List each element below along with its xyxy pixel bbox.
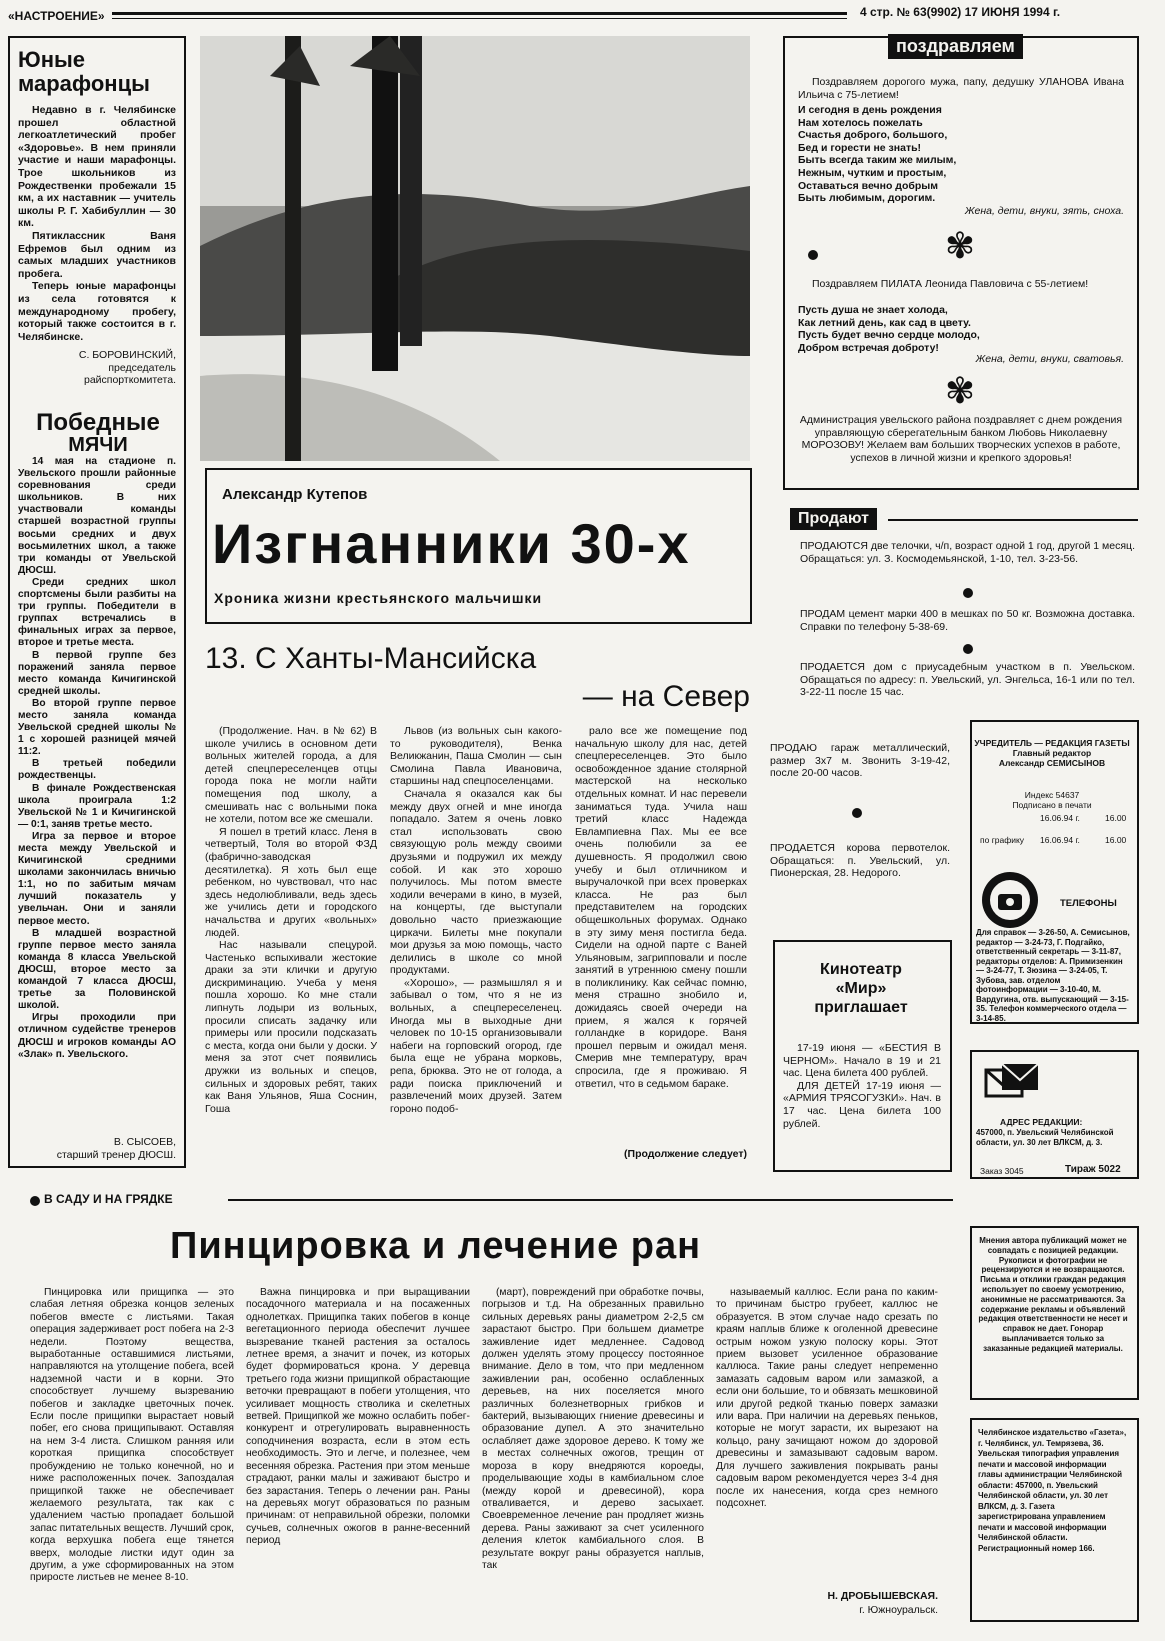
balls-title: Победные — [36, 409, 160, 436]
feature-column-2 — [390, 725, 562, 1115]
garden-column-1 — [30, 1287, 234, 1585]
greeting-1-poem — [798, 104, 1124, 205]
founder-line: УЧРЕДИТЕЛЬ — РЕДАКЦИЯ ГАЗЕТЫ — [974, 738, 1130, 748]
garden-column-2 — [246, 1287, 470, 1548]
balls-para: Игры проходили при отличном судействе тренеров ДЮСШ и игроков команды АО «Злак» п. Увельского. — [18, 1012, 176, 1060]
marathon-para: Теперь юные марафонцы из села готовятся к международному пробегу, который также состоится в г. Челябинске. — [18, 280, 176, 343]
cinema-show: 17-19 июня — «БЕСТИЯ В ЧЕРНОМ». Начало в 19 и 21 час. Цена билета 400 рублей. — [783, 1042, 941, 1080]
schedule-date: 16.06.94 г. — [1040, 835, 1080, 845]
balls-para: Игра за первое и второе места между Увельской и Кичигинской средними школами закончилась вничью 1:1, но по забитым мячам лучший показатель у увельчан. Они и заняли первое место. — [18, 830, 176, 927]
bullet-dot — [808, 250, 818, 260]
cinema-text — [783, 1042, 941, 1130]
feature-para: Сначала я оказался как бы между двух огней и мне иногда попадало. Затем я очень ловко стал использовать свою связующую роль между своими друзьями и подружил их между собой. И как это хорошо получилось. Мы потом вместе ходили вечерами в кино, в музей, на концерты, где выступали довольно часто приезжающие циркачи. Билеты мне покупали мои друзья за мою помощь, часто делились в школе со мной продуктами. — [390, 787, 562, 977]
chapter-title: 13. С Ханты-Мансийска — [205, 642, 537, 675]
sale-item: ПРОДАЕТСЯ корова первотелок. Обращаться: п. Увельский, ул. Пионерская, 28. Недорого. — [770, 842, 950, 880]
bullet-dot — [963, 588, 973, 598]
feature-column-3 — [575, 725, 747, 1090]
greeting-2-poem — [798, 304, 1124, 354]
header-rule-thin — [112, 18, 847, 19]
sale-item: ПРОДАЮ гараж металлический, размер 3х7 м. Звонить 3-19-42, после 20-00 часов. — [770, 742, 950, 780]
feature-subtitle: Хроника жизни крестьянского мальчишки — [214, 590, 543, 606]
garden-place: г. Южноуральск. — [859, 1604, 938, 1616]
section-name: «НАСТРОЕНИЕ» — [8, 9, 105, 23]
marathon-signature-role: председатель райспорткомитета. — [83, 362, 176, 386]
signed-label: Подписано в печати — [1012, 800, 1092, 810]
sales-rule — [888, 519, 1138, 521]
sale-item: ПРОДАЮТСЯ две телочки, ч/п, возраст одной 1 год, другой 1 месяц. Обращаться: ул. З. Космодемьянской, 1-10, тел. 3-23-56. — [800, 540, 1135, 565]
poem-line: Оставаться вечно добрым — [798, 179, 939, 192]
balls-para: В финале Рождественская школа проиграла 1:2 Увельской № 1 и Кичигинской — 0:1, заняв третье место. — [18, 782, 176, 830]
envelope-icon — [984, 1062, 1042, 1102]
sales-banner: Продают — [790, 508, 877, 530]
signed-date: 16.06.94 г. — [1040, 813, 1080, 823]
garden-para: Важна пинцировка и при выращивании посадочного материала и на посаженных однолетках. Прищипка таких побегов в конце вегетационного периода обеспечит лучшее вызревание тканей растения за осталось летнее время, а значит и почек, из которых будет формироваться крона. У деревца третьего года жизни прищипкой обрастающие веточки превращают в побеги утолщения, что усиливает мощность стволика и скелетных ветвей. Прищипкой же можно ослабить побег-конкурент и отрегулировать выравненность соподчинения возраста, если в этом есть необходимость. Это и легче, и полезнее, чем весенняя обрезка. Растения при этом меньше страдают, ранки малы и заживают быстро и без зарастания. Теперь о лечении ран. Раны на деревьях могут образоваться по разным причинам: от неправильной обрезки, поломки сучьев, солнечных ожогов в ранне-весенний период — [246, 1287, 470, 1547]
greeting-1 — [798, 76, 1124, 101]
garden-signature: Н. ДРОБЫШЕВСКАЯ. — [827, 1590, 938, 1602]
balls-para: В младшей возрастной группе первое место заняла команда 8 класса Увельской ДЮСШ, второе место за командой 7 класса ДЮСШ, третье за Половинской школой. — [18, 927, 176, 1012]
greeting-2-text: Поздравляем ПИЛАТА Леонида Павловича с 55-летием! — [812, 278, 1089, 290]
bullet-dot — [30, 1196, 40, 1206]
feature-para: «Хорошо», — размышлял я и забывал о том, что я не из вольных, а спецпереселенец. Иногда мы в выходные дни человек по 10-15 организовывали набеги на горповский огород, где была еще не убрана морковь, репа, брюква. Это не от голода, а ради поиска приключений и развлечений моих друзей. Затем гороно подоб- — [390, 976, 562, 1115]
phones-list: Для справок — 3-26-50, А. Семисынов, редактор — 3-24-73, Г. Подгайко, ответственный секретарь — 3-11-87, редакторы отделов: А. Примизенкин — 3-24-77, Т. Зюзина — 3-24-05, Т. Зубова, зав. отделом фотоинформации — 3-10-40, М. Вардугина, отв. выпускающий — 3-15-35. Телефон коммерческого отдела — 3-14-85. — [976, 928, 1130, 1023]
poem-line: Добром встречая доброту! — [798, 341, 939, 354]
feature-para: Львов (из вольных сын какого-то руководителя), Венка Великжанин, Паша Смолин — сын Смолина Павла Ивановича, старшины над спецпоселенцами. — [390, 725, 562, 788]
marathon-title: Юные марафонцы — [18, 47, 150, 96]
balls-text — [18, 456, 176, 1061]
address-text: 457000, п. Увельский Челябинской области, ул. 30 лет ВЛКСМ, д. 3. — [976, 1128, 1114, 1147]
garden-para: называемый каллюс. Если рана по каким-то причинам быстро грубеет, каллюс не образуется. В этом случае надо срезать по краям наплыв ближе к оголенной древесине острым ножом узкую полоску коры. Этот прием вызовет усиленное образование каллюса. Такие раны следует непременно замазать садовым варом или замазкой, а если они большие, то и обвязать мешковиной или другой редкой тканью поверх замазки или вара. При наличии на деревьях пеньков, которые не могут зарасти, их вырезают на кольцо, рану зачищают ножом до здоровой древесины и замазывают садовым варом. Для лучшего заживления покрывать раны садовым варом рекомендуется через 3-4 дня после их нанесения, когда срез немного подсохнет. — [716, 1287, 938, 1509]
poem-line: Нежным, чутким и простым, — [798, 166, 947, 179]
poem-line: Пусть будет вечно сердце молодо, — [798, 329, 980, 342]
feature-para: Нас называли спецурой. Частенько вспыхивали жестокие драки за эти клички и другую дискриминацию. Учеба у меня пошла хорошо. Ко мне стали липнуть лодыри из вольных, просили списать задачку или примеры или просили подсказать с места, когда они были у доски. У меня за этот счет появились дружки из вольных и спецов, сильных и здоровых ребят, таких как Ваня Ульянов, Яша Соснин, Гоша — [205, 939, 377, 1115]
balls-para: В первой группе без поражений заняла первое место команда Кичигинской средней школы. — [18, 649, 176, 697]
balls-signature: В. СЫСОЕВ, — [113, 1136, 176, 1148]
balls-para: Во второй группе первое место заняла команда Увельской средней школы № 1 с хорошей разницей мячей 11:2. — [18, 697, 176, 758]
winter-forest-illustration — [200, 36, 750, 461]
editor-label: Главный редактор — [1012, 748, 1092, 758]
garden-column-3 — [482, 1287, 704, 1572]
balls-para: 14 мая на стадионе п. Увельского прошли районные соревнования среди школьников. В них участвовали команды старшей возрастной группы восьми средних и двух восьмилетних школ, а также три команды от Увельской ДЮСШ. — [18, 456, 176, 576]
circulation: Тираж 5022 — [1065, 1164, 1121, 1175]
chapter-title-2: — на Север — [582, 680, 750, 713]
cinema-title-line: Кинотеатр — [820, 961, 902, 978]
balls-title-2: МЯЧИ — [68, 434, 128, 456]
notice-text: Мнения автора публикаций может не совпадать с позицией редакции. Рукописи и фотографии не рецензируются и не возвращаются. Письма и отклики граждан редакция использует по своему усмотрению, анонимные не рассматриваются. За содержание рекламы и объявлений редакция ответственности не несет и справок не дает. Гонорар выплачивается только за заказанные редакцией материалы. — [978, 1236, 1128, 1353]
balls-para: В третьей победили рождественцы. — [18, 758, 176, 782]
schedule-time: 16.00 — [1105, 835, 1127, 845]
address-title: АДРЕС РЕДАКЦИИ: — [1000, 1117, 1083, 1127]
header-rule — [112, 12, 847, 15]
sale-item: ПРОДАМ цемент марки 400 в мешках по 50 кг. Возможна доставка. Справки по телефону 5-38-69. — [800, 608, 1135, 633]
winter-forest-photo — [200, 36, 750, 461]
garden-para: Пинцировка или прищипка — это слабая летняя обрезка концов зеленых побегов вместе с листьями. Такая операция задерживает рост побега на 2-3 недели. Поэтому вещества, выработанные оставшимися листьями, направляются на утолщение побега, всей надземной части и в корни. Это способствует лучшему вызреванию побегов и закладке цветочных почек. Если после прищипки вырастает новый побег, его снова прищипывают. Оставляя на нем 3-4 листа. Слишком ранняя или короткая прищипка способствует пробуждению не только конечной, но и ниже расположенных почек. Запоздалая прищипкой также не обеспечивает желаемого результата, так как с удалением частью пропадает большой запас питательных веществ. Лучший срок, когда верхушка побега еще тянется вверх, молодые листки идут один за другим, а уже сформированных на этом приросте листьев не менее 8-10. — [30, 1287, 234, 1584]
greeting-1-text: Поздравляем дорогого мужа, папу, дедушку УЛАНОВА Ивана Ильича с 75-летием! — [798, 76, 1124, 101]
feature-author: Александр Кутепов — [222, 486, 368, 503]
telephone-icon — [980, 870, 1040, 930]
editor-name: Александр СЕМИСЫНОВ — [998, 758, 1106, 768]
feature-para: (Продолжение. Нач. в № 62) В школе учились в основном дети вольных жителей города, а для детей спецпереселенцев отцы города пока не могли найти помещения под школу, а смешивать нас с вольными пока не хотели, потом все же смешали. — [205, 725, 377, 826]
editorial-founder — [972, 738, 1132, 768]
garden-rule — [228, 1199, 953, 1201]
poem-line: Как летний день, как сад в цвету. — [798, 316, 971, 329]
phones-title: ТЕЛЕФОНЫ — [1060, 898, 1117, 909]
schedule-label: по графику — [980, 835, 1025, 845]
greetings-banner: поздравляем — [888, 34, 1023, 59]
garden-section: В САДУ И НА ГРЯДКЕ — [44, 1192, 173, 1206]
poem-line: И сегодня в день рождения — [798, 104, 942, 116]
index-number: Индекс 54637 — [1024, 790, 1080, 800]
feature-title: Изгнанники 30-х — [212, 512, 691, 575]
poem-line: Нам хотелось пожелать — [798, 116, 923, 129]
greeting-2-sign: Жена, дети, внуки, сватовья. — [975, 353, 1124, 365]
editorial-index — [972, 790, 1132, 810]
garden-para: (март), повреждений при обработке почвы, погрызов и т.д. На обрезанных правильно сильных деревьях раны диаметром 2-2,5 см зарастают быстро. При большем диаметре заживление идет медленнее. Садовод должен уделять этому процессу постоянное внимание. Дело в том, что при медленном заживлении ран, особенно ослабленных деревьев, на них поселяется много различных болезнетворных грибков и бактерий, вызывающих гниение древесины и образование дупел. А это значительно ослабляет даже здоровое дерево. К тому же в местах солнечных ожогов, трещин от мороза в кору внедряются короеды, проделывающие ходы в камбиальном слое (между корой и древесиной), кора отваливается, и дерево засыхает. Своевременное лечение ран продляет жизнь дерева. Раны заживают за счет усиленного деления клеток камбиального слоя. В результате вокруг раны образуется наплыв, так — [482, 1287, 704, 1571]
cinema-title — [776, 960, 946, 1017]
poem-line: Быть любимым, дорогим. — [798, 192, 936, 205]
marathon-signature: С. БОРОВИНСКИЙ, — [78, 349, 176, 361]
poem-line: Пусть душа не знает холода, — [798, 304, 948, 316]
printer-text: Челябинское издательство «Газета», г. Челябинск, ул. Темрязева, 36. Увельская типография управления печати и массовой информации главы администрации Челябинской области: 457000, п. Увельский Челябинской области, ул. 30 лет ВЛКСМ, д. 3. Газета зарегистрирована управлением печати и массовой информации Челябинской области. Регистрационный номер 166. — [978, 1428, 1127, 1553]
garden-title: Пинцировка и лечение ран — [170, 1225, 702, 1267]
poem-line: Счастья доброго, большого, — [798, 129, 948, 142]
feature-para: Я пошел в третий класс. Леня в четвертый, Толя во второй ФЗД (фабрично-заводская десятилетка). Я хоть был еще ребенком, но чувствовал, что нас здесь недолюбливали, ведь здесь же учились дети и городского начальства и других «вольных» людей. — [205, 825, 377, 939]
poem-line: Быть всегда таким же милым, — [798, 154, 957, 167]
greeting-3-text: Администрация увельского района поздравляет с днем рождения управляющую сберегательным банком Любовь Николаевну МОРОЗОВУ! Желаем вам больших творческих успехов в работе, успехов в личной жизни и крепкого здоровья! — [799, 414, 1123, 464]
sale-item: ПРОДАЕТСЯ дом с приусадебным участком в п. Увельском. Обращаться по адресу: п. Увельский, ул. Энгельса, 16-1 или по тел. 3-22-11 после 15 час. — [800, 661, 1135, 699]
greeting-3 — [798, 414, 1124, 464]
balls-para: Среди средних школ спортсмены были разбиты на три группы. Победители в группах встречались в финальных играх за первое, второе и третье места. — [18, 576, 176, 649]
feature-column-1 — [205, 725, 377, 1115]
garden-column-4 — [716, 1287, 938, 1510]
cinema-show: ДЛЯ ДЕТЕЙ 17-19 июня — «АРМИЯ ТРЯСОГУЗКИ». Нач. в 17 час. Цена билета 100 рублей. — [783, 1079, 941, 1130]
feature-continued: (Продолжение следует) — [624, 1148, 747, 1160]
cinema-title-line: «Мир» — [835, 980, 887, 997]
feature-para: рало все же помещение под начальную школу для нас, детей спецпереселенцев. Это было освобожденное здание столярной мастерской на несколько отдельных комнат. И нас перевели заниматься туда. Учила наш третий класс Надежда Евлампиевна Пах. Мы ее все очень полюбили за ее душевность. Я продолжил свою учебу и был отличником и выручалочкой при всех проверках класса. Не раз был представителем на городских общешкольных форумах. Однако в эту зиму меня постигла беда. Сидели на одной парте с Ваней Ульяновым, загрипповали и после занятий в утреннюю смену пошли в поликлинику. Как сейчас помню, меня страшно знобило и, дожидаясь своей очереди на прием, я жался к горячей голландке в коридоре. Ваня прошел первым и ожидал меня. Смерив мне температуру, врач спросила, где я проживаю. Я ответил, что в седьмом бараке. — [575, 725, 747, 1090]
poem-line: Бед и горести не знать! — [798, 141, 922, 154]
bullet-dot — [963, 644, 973, 654]
marathon-para: Пятиклассник Ваня Ефремов был одним из самых младших участников пробега. — [18, 229, 176, 280]
balls-signature-role: старший тренер ДЮСШ. — [56, 1149, 176, 1161]
marathon-text — [18, 104, 176, 343]
order-number: Заказ 3045 — [980, 1166, 1024, 1176]
bullet-dot — [852, 808, 862, 818]
flower-icon: ✾ — [944, 226, 976, 266]
cinema-title-line: приглашает — [814, 999, 908, 1016]
flower-icon: ✾ — [944, 371, 976, 411]
marathon-para: Недавно в г. Челябинске прошел областной легкоатлетический пробег «Здоровье». В нем приняли участие и наши марафонцы. Трое школьников из Рождественки пробежали 15 км, а их наставник — учитель школы Р. Г. Хабибуллин — 30 км. — [18, 104, 176, 230]
issue-info: 4 стр. № 63(9902) 17 ИЮНЯ 1994 г. — [860, 5, 1061, 19]
greeting-2 — [798, 278, 1124, 291]
signed-time: 16.00 — [1105, 813, 1127, 823]
greeting-1-sign: Жена, дети, внуки, зять, сноха. — [964, 205, 1124, 217]
